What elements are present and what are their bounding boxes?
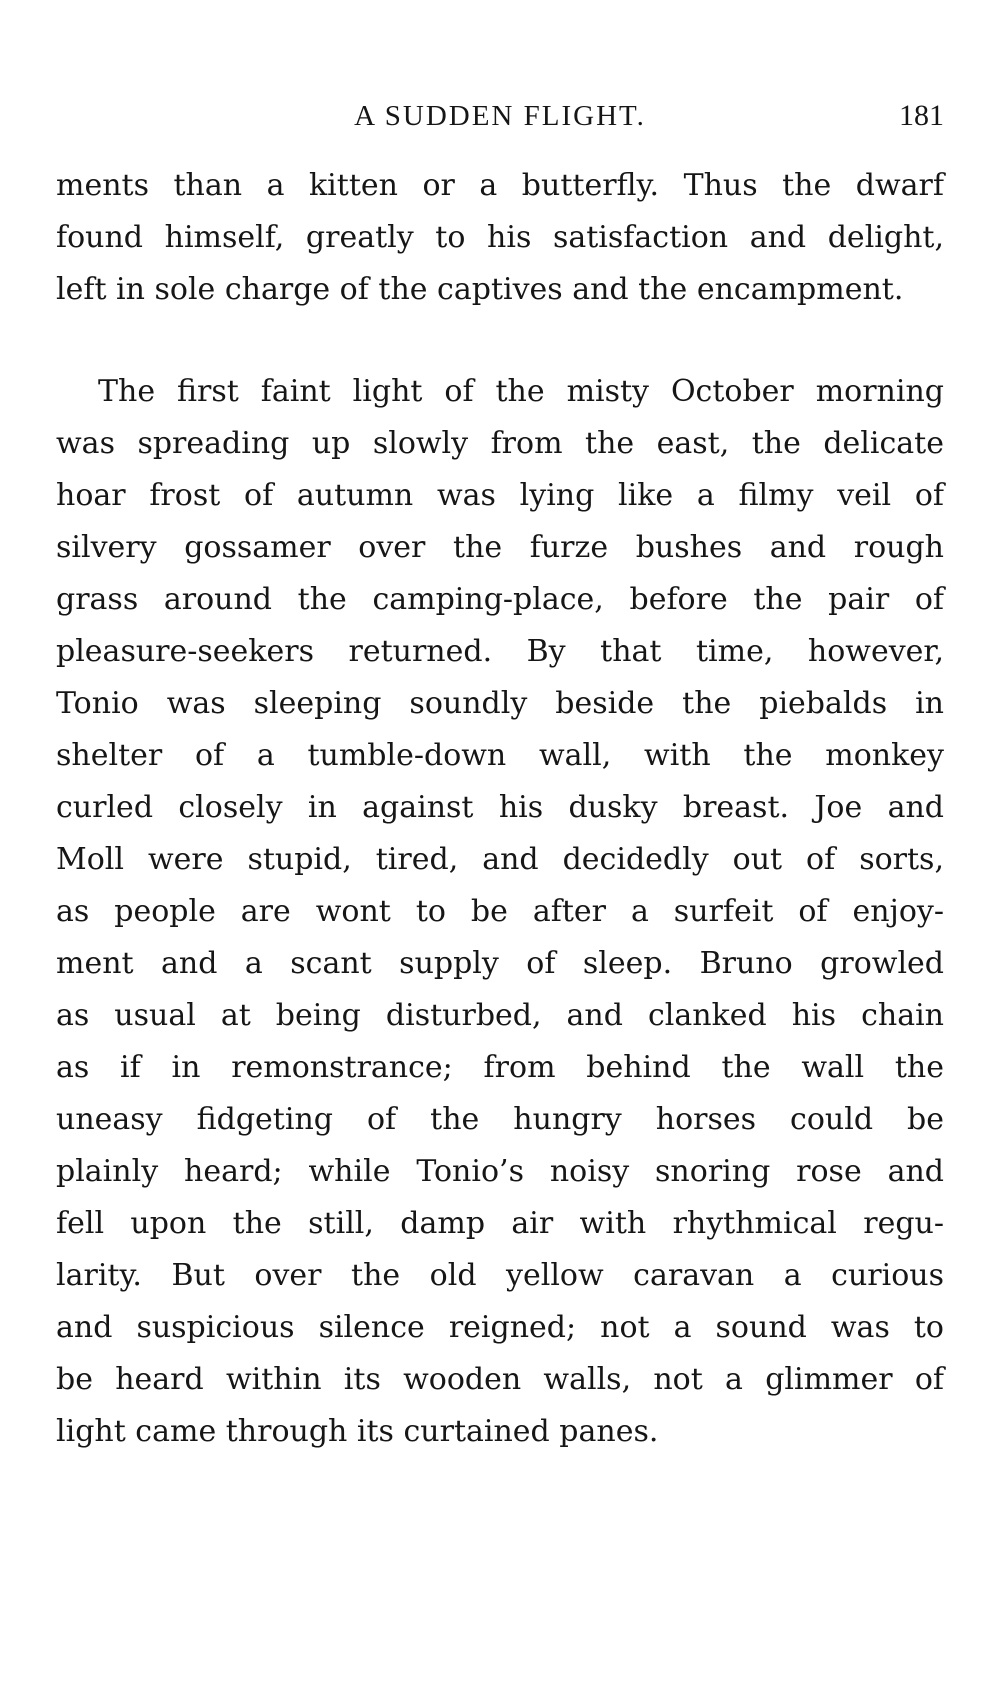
text-line: and suspicious silence reigned; not a sound was to [56,1310,944,1345]
text-line: was spreading up slowly from the east, the delicate [56,426,944,461]
text-line: left in sole charge of the captives and the encampment. [56,272,904,307]
text-line: hoar frost of autumn was lying like a filmy veil of [56,478,944,513]
text-line: as if in remonstrance; from behind the wall the [56,1050,944,1085]
page-number: 181 [899,99,944,132]
text-line: as people are wont to be after a surfeit of enjoy- [56,894,944,929]
text-line: shelter of a tumble-down wall, with the monkey [56,738,944,773]
text-line: Tonio was sleeping soundly beside the piebalds in [56,686,944,721]
text-line: be heard within its wooden walls, not a glimmer of [56,1362,944,1397]
text-line: The first faint light of the misty October morning [98,374,944,409]
text-line: uneasy fidgeting of the hungry horses could be [56,1102,944,1137]
text-line: light came through its curtained panes. [56,1414,659,1449]
running-title: A SUDDEN FLIGHT. [354,100,646,132]
text-line: silvery gossamer over the furze bushes and rough [56,530,944,565]
running-head [56,96,944,136]
text-line: ment and a scant supply of sleep. Bruno growled [56,946,944,981]
text-line: Moll were stupid, tired, and decidedly out of sorts, [56,842,944,877]
text-line: larity. But over the old yellow caravan a curious [56,1258,944,1293]
text-line: grass around the camping-place, before the pair of [56,582,944,617]
text-line: curled closely in against his dusky breast. Joe and [56,790,944,825]
text-line: ments than a kitten or a butterfly. Thus the dwarf [56,168,944,203]
text-line: as usual at being disturbed, and clanked his chain [56,998,944,1033]
text-line: plainly heard; while Tonio’s noisy snoring rose and [56,1154,944,1189]
text-line: found himself, greatly to his satisfaction and delight, [56,220,944,255]
text-line: fell upon the still, damp air with rhythmical regu- [56,1206,944,1241]
text-line: pleasure-seekers returned. By that time, however, [56,634,944,669]
